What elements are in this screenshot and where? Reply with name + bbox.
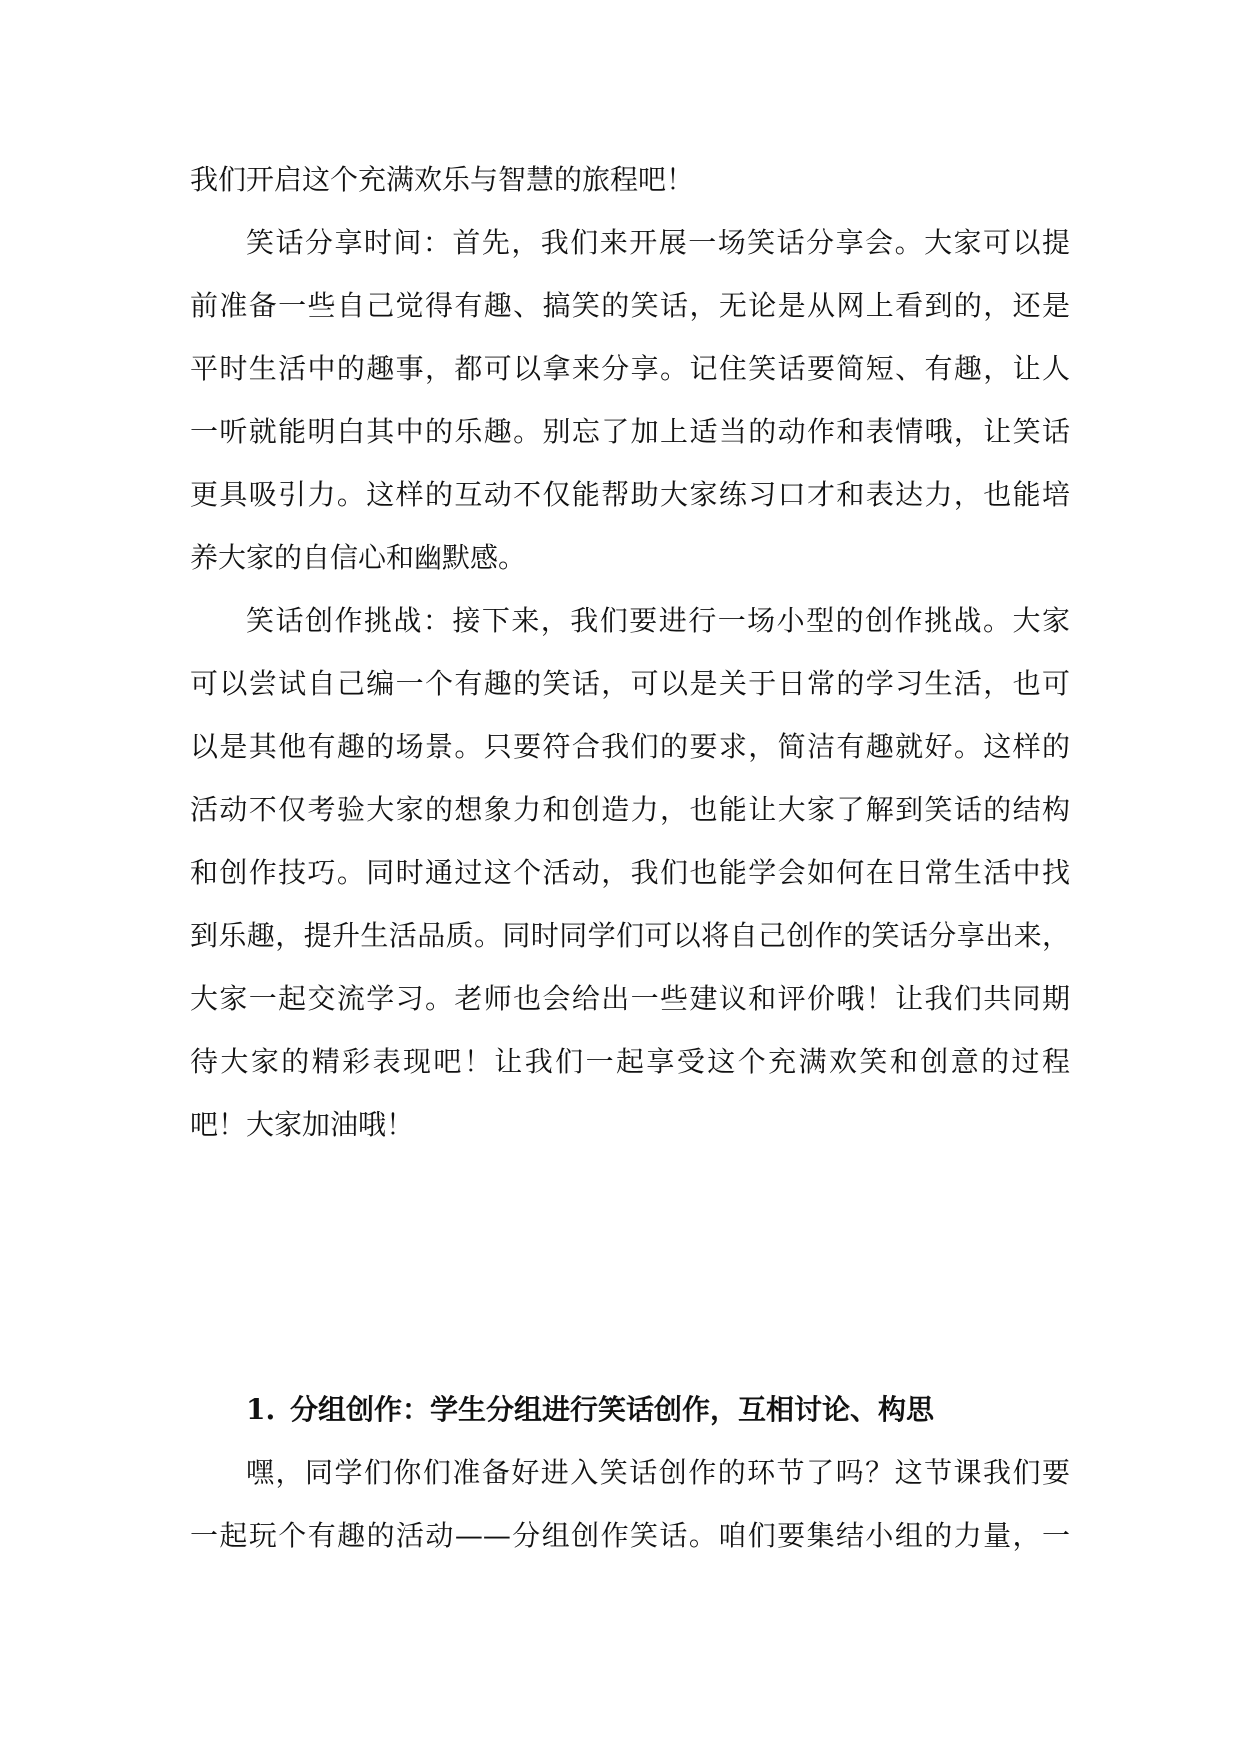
paragraph-line: 前准备一些自己觉得有趣、搞笑的笑话，无论是从网上看到的，还是 <box>190 289 1070 322</box>
paragraph-line: 一起玩个有趣的活动——分组创作笑话。咱们要集结小组的力量，一 <box>190 1519 1070 1552</box>
paragraph-line: 平时生活中的趣事，都可以拿来分享。记住笑话要简短、有趣，让人 <box>190 352 1070 385</box>
paragraph-line: 大家一起交流学习。老师也会给出一些建议和评价哦！让我们共同期 <box>190 982 1070 1015</box>
paragraph-line: 到乐趣，提升生活品质。同时同学们可以将自己创作的笑话分享出来， <box>190 919 1070 952</box>
heading-text: 分组创作：学生分组进行笑话创作，互相讨论、构思 <box>290 1393 935 1426</box>
paragraph-line: 和创作技巧。同时通过这个活动，我们也能学会如何在日常生活中找 <box>190 856 1070 889</box>
paragraph-line: 吧！大家加油哦！ <box>190 1108 415 1141</box>
paragraph-line: 嘿，同学们你们准备好进入笑话创作的环节了吗？这节课我们要 <box>246 1456 1070 1489</box>
paragraph-line: 笑话创作挑战：接下来，我们要进行一场小型的创作挑战。大家 <box>246 604 1070 637</box>
paragraph-line: 更具吸引力。这样的互动不仅能帮助大家练习口才和表达力，也能培 <box>190 478 1070 511</box>
heading-number: 1. <box>246 1393 276 1426</box>
paragraph-line: 可以尝试自己编一个有趣的笑话，可以是关于日常的学习生活，也可 <box>190 667 1070 700</box>
paragraph-line: 待大家的精彩表现吧！让我们一起享受这个充满欢笑和创意的过程 <box>190 1045 1070 1078</box>
paragraph-line: 一听就能明白其中的乐趣。别忘了加上适当的动作和表情哦，让笑话 <box>190 415 1070 448</box>
paragraph-line: 笑话分享时间：首先，我们来开展一场笑话分享会。大家可以提 <box>246 226 1070 259</box>
paragraph-line: 养大家的自信心和幽默感。 <box>190 541 527 574</box>
paragraph-line: 活动不仅考验大家的想象力和创造力，也能让大家了解到笑话的结构 <box>190 793 1070 826</box>
section-heading <box>246 1390 934 1430</box>
paragraph-line: 以是其他有趣的场景。只要符合我们的要求，简洁有趣就好。这样的 <box>190 730 1070 763</box>
intro-line: 我们开启这个充满欢乐与智慧的旅程吧！ <box>190 163 695 196</box>
